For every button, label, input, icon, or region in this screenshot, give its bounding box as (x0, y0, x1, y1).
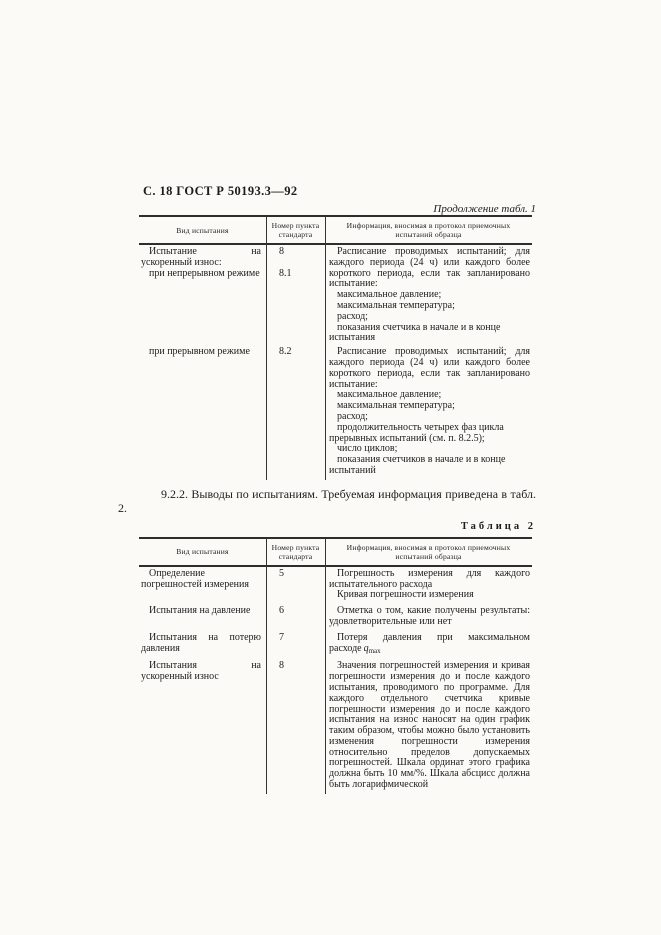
clause-number: 5 (279, 567, 284, 579)
column-divider (266, 539, 267, 794)
clause-number-cell (266, 347, 325, 477)
protocol-info-cell (325, 606, 532, 628)
clause-number-cell (266, 661, 325, 791)
test-kind-label: при непрерывном режиме (149, 267, 260, 279)
info-paragraph: Кривая погрешности измерения (337, 589, 474, 601)
column-divider (325, 217, 326, 480)
info-item: максимальное давление; (337, 289, 442, 301)
table-row (139, 606, 532, 628)
column-divider (266, 217, 267, 480)
column-divider (325, 539, 326, 794)
info-item: расход; (337, 310, 368, 322)
info-intro: Расписание проводимых испытаний; для каждого периода (24 ч) или каждого более короткого периода, если так запланировано испытание: (329, 246, 530, 290)
table2-body (139, 567, 532, 794)
clause-number-cell (266, 569, 325, 601)
column-header-clause-number: Номер пункта стандарта (271, 542, 320, 561)
info-paragraph: Значения погрешностей измерения и кривая погрешности измерения до и после каждого испытания, проводимого по программе. Для каждого отдельного счетчика кривые погрешности измерения до и после каждого испытания на износ наносят на один график таким образом, чтобы можно было установить изменения погрешности измерения относительно пределов допускаемых погрешностей. Шкала ординат этого графика должна быть 10 мм/%. Шкала абсцисс должна быть логарифмической (329, 660, 530, 791)
test-kind-cell (139, 633, 266, 657)
page-header: С. 18 ГОСТ Р 50193.3—92 (143, 184, 298, 198)
clause-number: 8.1 (279, 267, 292, 279)
flow-subscript: max (368, 646, 381, 655)
test-kind-label: при прерывном режиме (149, 346, 250, 358)
acceptance-tests-table-1 (139, 215, 532, 480)
clause-number-cell (266, 247, 325, 344)
table-row (139, 347, 532, 477)
clause-number-cell (266, 633, 325, 657)
protocol-info-cell (325, 347, 532, 477)
clause-number: 8.2 (279, 346, 292, 358)
test-kind-label: Испытание на ускоренный износ: (141, 246, 261, 268)
column-header-protocol-info: Информация, вносимая в протокол приемочных испытаний образца (346, 542, 511, 561)
protocol-info-cell (325, 569, 532, 601)
info-paragraph: Отметка о том, какие получены результаты: удовлетворительные или нет (329, 605, 530, 627)
info-text: Потеря давления при максимальном расходе (329, 631, 530, 654)
column-header-test-kind: Вид испытания (176, 225, 229, 235)
test-kind-cell (139, 606, 266, 628)
test-kind-cell (139, 247, 266, 344)
protocol-info-cell (325, 661, 532, 791)
info-item: продолжительность четырех фаз цикла прерывных испытаний (см. п. 8.2.5); (329, 421, 504, 444)
test-kind-label: Определение погрешностей измерения (141, 567, 249, 590)
qmax-formula (364, 643, 381, 654)
test-kind-cell (139, 661, 266, 791)
info-item: расход; (337, 410, 368, 422)
info-paragraph (329, 633, 530, 657)
table1-continuation-caption: Продолжение табл. 1 (433, 203, 536, 215)
table-row (139, 247, 532, 344)
info-item: максимальное давление; (337, 389, 442, 401)
clause-number-cell (266, 606, 325, 628)
flow-symbol: q (363, 642, 369, 654)
table2-caption: Таблица 2 (460, 520, 536, 532)
column-header-protocol-info: Информация, вносимая в протокол приемочных испытаний образца (346, 221, 511, 239)
protocol-info-cell (325, 247, 532, 344)
info-item: число циклов; (337, 443, 398, 455)
info-item: максимальная температура; (337, 299, 455, 311)
acceptance-tests-table-2 (139, 537, 532, 794)
test-kind-label: Испытания на потерю давления (141, 631, 261, 654)
table2-header-row (139, 539, 532, 567)
table1-body (139, 245, 532, 480)
table-row (139, 569, 532, 601)
test-kind-label: Испытания на давление (149, 605, 251, 617)
table1-header-row (139, 217, 532, 245)
column-header-clause-number: Номер пункта стандарта (271, 221, 320, 239)
table-row (139, 633, 532, 657)
test-kind-cell (139, 569, 266, 601)
info-item: показания счетчика в начале и в конце испытания (329, 321, 501, 344)
info-intro: Расписание проводимых испытаний; для каждого периода (24 ч) или каждого более короткого периода, если так запланировано испытание: (329, 346, 530, 390)
table-row (139, 661, 532, 791)
info-item: показания счетчиков в начале и в конце испытаний (329, 454, 506, 476)
test-kind-label: Испытания на ускоренный износ (141, 660, 261, 683)
clause-number: 8 (279, 660, 284, 672)
clause-number: 7 (279, 631, 284, 643)
clause-number: 8 (279, 246, 284, 257)
section-9-2-2-paragraph: 9.2.2. Выводы по испытаниям. Требуемая информация приведена в табл. 2. (118, 486, 536, 515)
clause-number: 6 (279, 605, 284, 617)
page-content (118, 184, 536, 794)
test-kind-cell (139, 347, 266, 477)
info-paragraph: Погрешность измерения для каждого испытательного расхода (329, 567, 530, 590)
info-item: максимальная температура; (337, 400, 455, 412)
protocol-info-cell (325, 633, 532, 657)
column-header-test-kind: Вид испытания (176, 547, 229, 557)
